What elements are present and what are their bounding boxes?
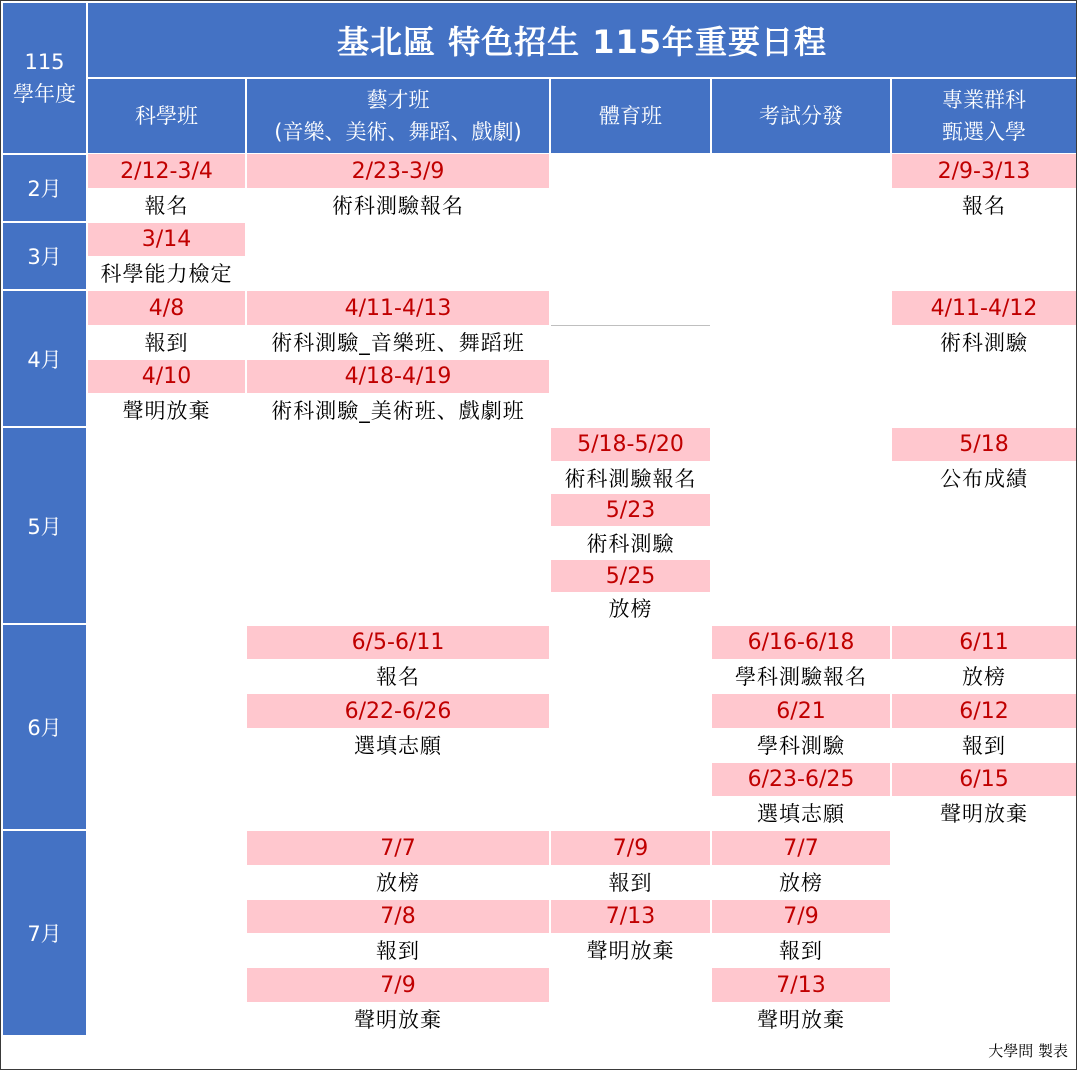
credit-note: 大學問 製表: [988, 1042, 1068, 1060]
year-number: 115: [24, 50, 65, 74]
column-header-sports: [551, 79, 710, 153]
event-date: 6/5-6/11: [247, 626, 549, 659]
academic-year-cell: [3, 3, 86, 153]
month-label: 4月: [3, 291, 86, 426]
event-date: 6/22-6/26: [247, 694, 549, 728]
column-header-label: 專業群科: [942, 88, 1026, 112]
event-date: 5/18-5/20: [551, 428, 710, 461]
column-header-vocational: [892, 79, 1076, 153]
event-label: 聲明放棄: [940, 802, 1028, 826]
page-title: 基北區 特色招生 115年重要日程: [88, 3, 1076, 77]
divider: [551, 325, 710, 326]
event-label: 放榜: [608, 597, 653, 621]
event-date: 7/7: [712, 831, 890, 865]
event-label: 報到: [779, 939, 823, 963]
event-label: 聲明放棄: [122, 399, 211, 423]
event-date: 5/18: [892, 428, 1076, 461]
event-label: 術科測驗: [586, 531, 675, 556]
month-label: 2月: [3, 155, 86, 221]
event-label: 術科測驗: [940, 331, 1028, 355]
event-date: 6/11: [892, 626, 1076, 659]
event-date: 6/21: [712, 694, 890, 728]
column-header-science: [88, 79, 245, 153]
event-label: 學科測驗: [757, 734, 845, 758]
event-label: 公布成績: [940, 466, 1028, 491]
event-label: 報到: [144, 331, 189, 355]
event-label: 學科測驗報名: [735, 665, 867, 689]
event-date: 6/12: [892, 694, 1076, 728]
event-label: 選填志願: [757, 802, 845, 826]
event-label: 聲明放棄: [757, 1008, 845, 1032]
event-date: 6/23-6/25: [712, 763, 890, 796]
month-label: 7月: [3, 831, 86, 1035]
event-date: 5/23: [551, 494, 710, 526]
month-label: 5月: [3, 428, 86, 623]
event-label: 報名: [376, 665, 420, 689]
event-date: 7/13: [712, 968, 890, 1002]
event-label: 選填志願: [354, 734, 442, 758]
event-date: 4/11-4/12: [892, 291, 1076, 325]
column-header-label: 藝才班: [366, 88, 430, 112]
event-label: 聲明放棄: [586, 939, 675, 963]
event-date: 5/25: [551, 560, 710, 592]
event-date: 4/8: [88, 291, 245, 325]
column-header-label: 科學班: [135, 104, 198, 128]
event-date: 7/13: [551, 900, 710, 933]
event-label: 報到: [962, 734, 1006, 758]
event-label: 報到: [608, 871, 653, 895]
event-date: 6/16-6/18: [712, 626, 890, 659]
event-label: 聲明放棄: [354, 1008, 442, 1032]
event-date: 2/12-3/4: [88, 154, 245, 188]
event-label: 報名: [144, 194, 189, 218]
event-date: 7/7: [247, 831, 549, 865]
column-header-label: 體育班: [599, 104, 662, 128]
event-date: 4/18-4/19: [247, 360, 549, 393]
event-date: 7/8: [247, 900, 549, 933]
event-date: 7/9: [247, 968, 549, 1002]
event-date: 4/10: [88, 360, 245, 393]
event-date: 2/23-3/9: [247, 154, 549, 188]
event-label: 術科測驗報名: [564, 466, 697, 491]
event-date: 4/11-4/13: [247, 291, 549, 325]
event-date: 7/9: [712, 900, 890, 933]
event-label: 術科測驗報名: [332, 194, 464, 218]
event-label: 報名: [962, 194, 1006, 218]
event-label: 術科測驗_音樂班、舞蹈班: [271, 331, 525, 355]
event-label: 放榜: [376, 871, 420, 895]
event-label: 術科測驗_美術班、戲劇班: [271, 399, 525, 423]
month-label: 6月: [3, 625, 86, 829]
year-label: 學年度: [13, 82, 76, 106]
column-header-exam: [712, 79, 890, 153]
column-header-arts: [247, 79, 549, 153]
event-date: 7/9: [551, 831, 710, 865]
event-label: 報到: [376, 939, 420, 963]
column-header-sublabel: 甄選入學: [942, 120, 1026, 144]
event-date: 6/15: [892, 763, 1076, 796]
event-label: 放榜: [779, 871, 823, 895]
event-label: 科學能力檢定: [100, 262, 233, 286]
event-date: 3/14: [88, 223, 245, 256]
month-label: 3月: [3, 223, 86, 289]
column-header-label: 考試分發: [759, 104, 843, 128]
event-date: 2/9-3/13: [892, 154, 1076, 188]
column-header-sublabel: (音樂、美術、舞蹈、戲劇): [274, 120, 522, 144]
event-label: 放榜: [962, 665, 1006, 689]
